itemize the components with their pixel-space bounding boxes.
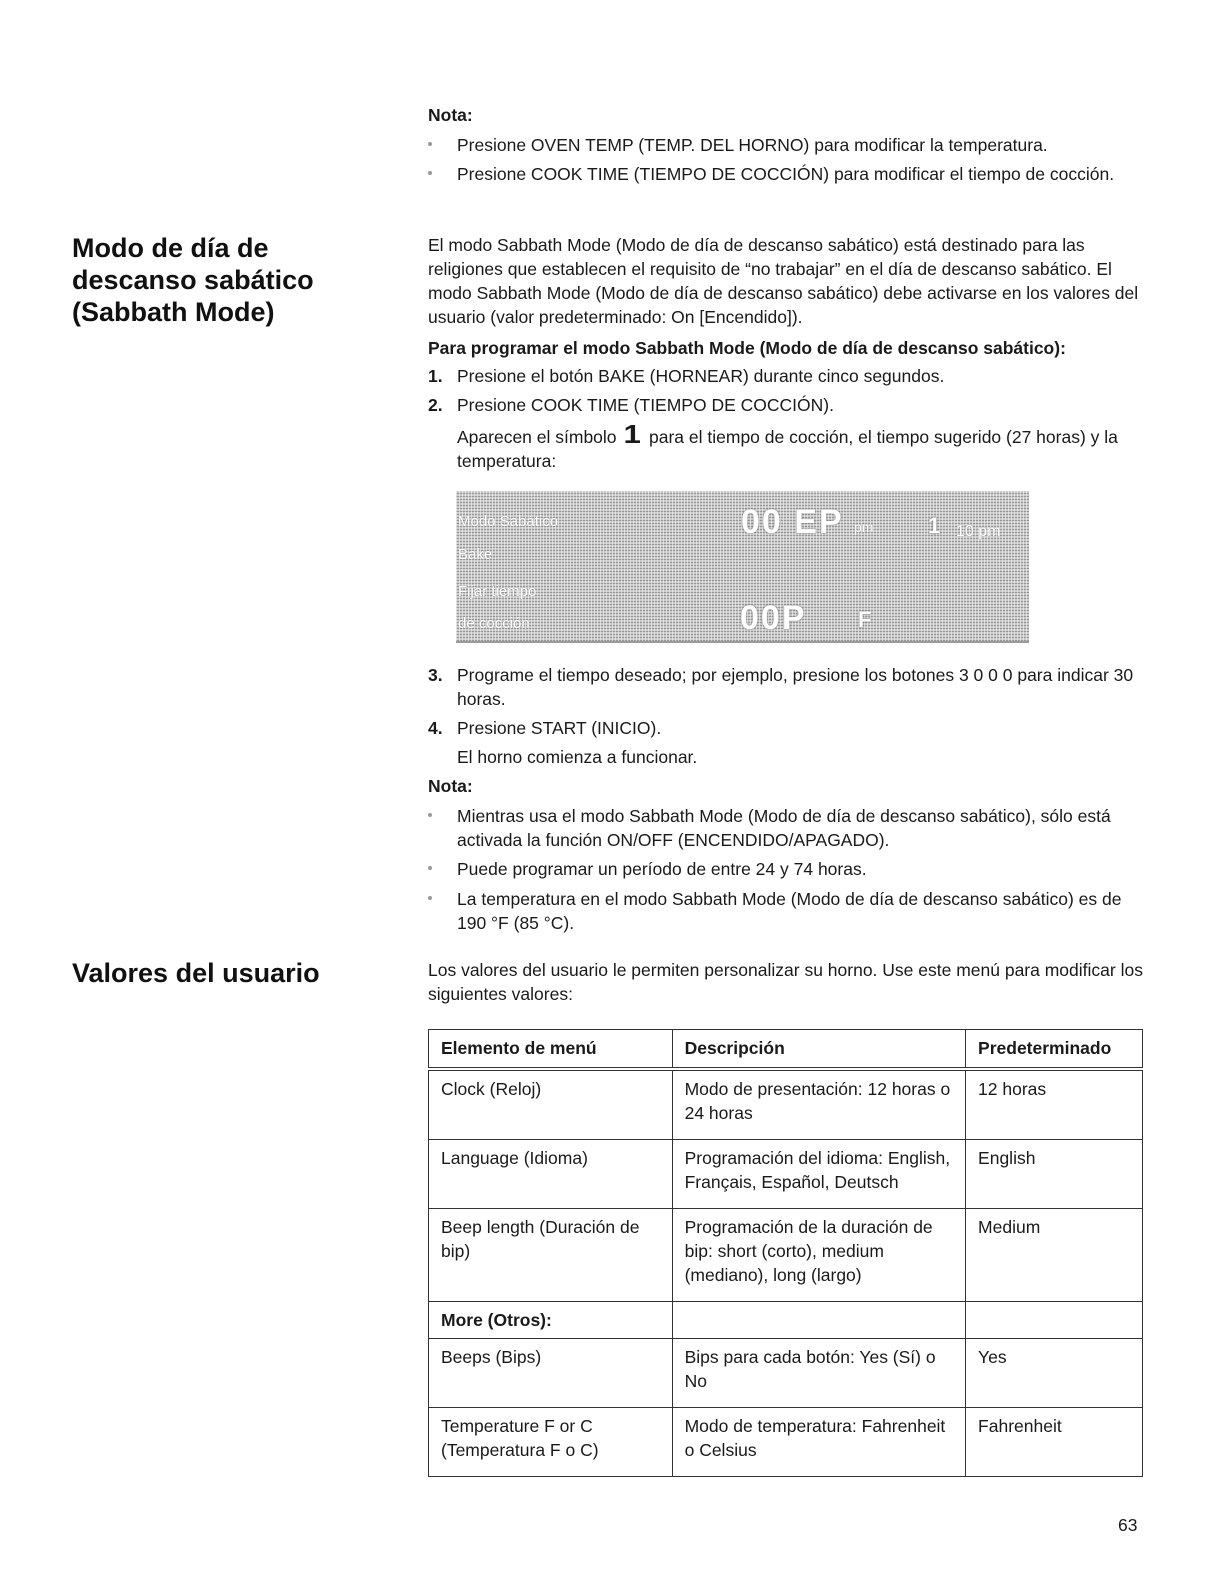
table-cell: 12 horas	[966, 1069, 1143, 1140]
display-time-unit: pm	[854, 519, 874, 535]
table-header-cell: Predeterminado	[966, 1030, 1143, 1070]
display-label-mode: Modo Sabático	[458, 513, 559, 530]
table-header-cell: Elemento de menú	[429, 1030, 673, 1070]
display-label-coccion: de cocción	[458, 615, 530, 632]
step-item: 3. Programe el tiempo deseado; por ejemplo, presione los botones 3 0 0 0 para indicar 30 horas.	[428, 665, 1134, 709]
step2-detail: Aparecen el símbolo 1 para el tiempo de cocción, el tiempo sugerido (27 horas) y la temperatura:	[457, 419, 1118, 471]
table-cell: Programación de la duración de bip: short (corto), medium (mediano), long (largo)	[672, 1209, 965, 1302]
table-cell: Bips para cada botón: Yes (Sí) o No	[672, 1339, 965, 1408]
display-label-fijar: Fijar tiempo	[458, 583, 537, 600]
table-cell: Modo de temperatura: Fahrenheit o Celsius	[672, 1408, 965, 1477]
display-time-value: 00 EP	[741, 503, 844, 541]
table-cell: Beeps (Bips)	[429, 1339, 673, 1408]
cook-time-symbol-icon: 1	[623, 419, 641, 449]
display-clock-symbol-icon: 1	[928, 513, 941, 538]
settings-table	[428, 1029, 1143, 1477]
table-cell: Modo de presentación: 12 horas o 24 horas	[672, 1069, 965, 1140]
table-cell: Programación del idioma: English, Français, Español, Deutsch	[672, 1140, 965, 1209]
table-row	[429, 1302, 1143, 1339]
bullet-icon	[428, 866, 432, 870]
table-cell: Language (Idioma)	[429, 1140, 673, 1209]
table-row	[429, 1339, 1143, 1408]
bullet-icon	[428, 813, 432, 817]
table-cell: Beep length (Duración de bip)	[429, 1209, 673, 1302]
table-cell: English	[966, 1140, 1143, 1209]
display-temp-value: 00P	[740, 599, 807, 637]
oven-display	[456, 491, 1029, 643]
step4-detail: El horno comienza a funcionar.	[457, 747, 698, 767]
step-item: 4. Presione START (INICIO).	[428, 718, 662, 738]
user-settings-intro: Los valores del usuario le permiten personalizar su horno. Use este menú para modificar los siguientes valores:	[428, 960, 1143, 1004]
table-cell: Clock (Reloj)	[429, 1069, 673, 1140]
table-row	[429, 1069, 1143, 1140]
sabbath-intro: El modo Sabbath Mode (Modo de día de descanso sabático) está destinado para las religiones que establecen el requisito de “no trabajar” en el día de descanso sabático. El modo Sabbath Mode (Modo de día de descanso sabático) debe activarse en los valores del usuario (valor predeterminado: On [Encendido]).	[428, 235, 1139, 327]
table-row	[429, 1209, 1143, 1302]
table-cell	[672, 1302, 965, 1339]
program-heading: Para programar el modo Sabbath Mode (Modo de día de descanso sabático):	[428, 338, 1066, 358]
user-settings-heading: Valores del usuario	[72, 958, 320, 988]
display-temp-unit: F	[858, 607, 872, 632]
page-number: 63	[1118, 1515, 1138, 1535]
top-note-item: Presione OVEN TEMP (TEMP. DEL HORNO) para modificar la temperatura.	[428, 133, 1148, 157]
table-cell: Temperature F or C (Temperatura F o C)	[429, 1408, 673, 1477]
sabbath-note-item: La temperatura en el modo Sabbath Mode (Modo de día de descanso sabático) es de 190 °F (85 °C).	[428, 887, 1148, 935]
table-cell: Medium	[966, 1209, 1143, 1302]
sabbath-note-label: Nota:	[428, 776, 473, 796]
table-row	[429, 1408, 1143, 1477]
table-cell: Fahrenheit	[966, 1408, 1143, 1477]
step-item: 2. Presione COOK TIME (TIEMPO DE COCCIÓN).	[428, 395, 834, 415]
bullet-icon	[428, 142, 432, 146]
table-cell: Yes	[966, 1339, 1143, 1408]
table-row	[429, 1140, 1143, 1209]
sabbath-note-item: Mientras usa el modo Sabbath Mode (Modo de día de descanso sabático), sólo está activada la función ON/OFF (ENCENDIDO/APAGADO).	[428, 804, 1148, 852]
table-header-row	[429, 1030, 1143, 1070]
table-cell: More (Otros):	[429, 1302, 673, 1339]
bullet-icon	[428, 896, 432, 900]
display-label-bake: Bake	[458, 546, 493, 563]
table-cell	[966, 1302, 1143, 1339]
bullet-icon	[428, 171, 432, 175]
sabbath-heading: Modo de día de descanso sabático (Sabbath Mode)	[72, 233, 314, 327]
table-header-cell: Descripción	[672, 1030, 965, 1070]
sabbath-note-item: Puede programar un período de entre 24 y 74 horas.	[428, 857, 1148, 881]
display-clock-value: 10 pm	[956, 523, 1001, 540]
step-item: 1. Presione el botón BAKE (HORNEAR) durante cinco segundos.	[428, 366, 945, 386]
top-note-label: Nota:	[428, 105, 473, 125]
top-note-item: Presione COOK TIME (TIEMPO DE COCCIÓN) para modificar el tiempo de cocción.	[428, 162, 1148, 186]
